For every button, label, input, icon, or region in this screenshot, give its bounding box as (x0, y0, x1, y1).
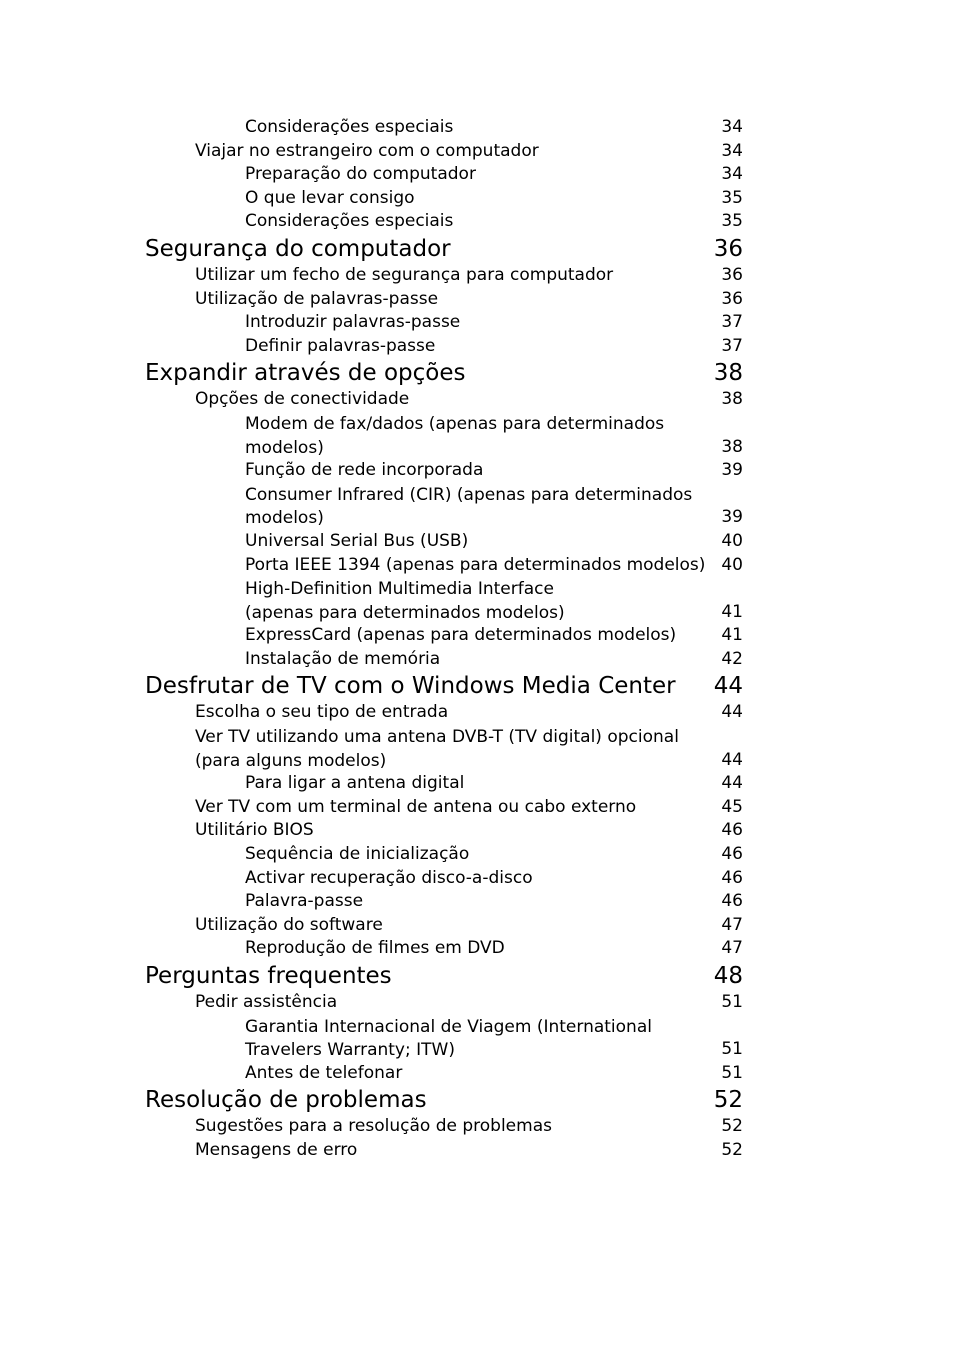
toc-entry[interactable] (0, 483, 954, 530)
toc-page-number: 46 (721, 820, 743, 841)
toc-page-number: 37 (721, 312, 743, 333)
toc-entry[interactable] (0, 1139, 954, 1163)
toc-chapter[interactable] (0, 1085, 954, 1115)
toc-entry[interactable] (0, 412, 954, 459)
toc-entry[interactable] (0, 140, 954, 164)
toc-entry[interactable] (0, 796, 954, 820)
toc-entry-title (245, 868, 533, 888)
toc-entry-title-line: Pedir assistência (195, 992, 338, 1012)
toc-entry-title (245, 531, 468, 551)
toc-entry-title (195, 820, 314, 840)
toc-entry[interactable] (0, 1115, 954, 1139)
toc-entry[interactable] (0, 890, 954, 914)
toc-entry[interactable] (0, 530, 954, 554)
toc-page-number: 35 (721, 211, 743, 232)
toc-page-number: 45 (721, 796, 743, 817)
toc-entry-title (245, 484, 765, 531)
toc-entry-title (195, 915, 383, 935)
toc-entry-title (245, 312, 460, 332)
toc-entry[interactable] (0, 577, 954, 624)
toc-entry-title (245, 164, 476, 184)
toc-page-number: 52 (721, 1116, 743, 1137)
toc-entry-title (195, 389, 409, 409)
toc-entry-title (195, 797, 636, 817)
toc-entry-title (195, 726, 715, 773)
toc-entry[interactable] (0, 116, 954, 140)
toc-entry-title-line: Considerações especiais (245, 211, 454, 232)
toc-entry[interactable] (0, 843, 954, 867)
toc-page-number: 44 (721, 749, 743, 770)
toc-entry-title (245, 555, 705, 575)
toc-entry[interactable] (0, 725, 954, 772)
toc-page-number: 47 (721, 914, 743, 935)
toc-entry-title-line: (para alguns modelos) (195, 750, 387, 771)
toc-entry-title-line: Utilização do software (195, 914, 383, 935)
toc-entry-title-line: Utilitário BIOS (195, 820, 314, 841)
toc-entry[interactable] (0, 772, 954, 796)
toc-entry-title-line: Sequência de inicialização (245, 844, 470, 865)
toc-entry-title (245, 625, 676, 645)
toc-entry-title (245, 578, 765, 625)
toc-chapter[interactable] (0, 358, 954, 388)
toc-page-number: 39 (721, 507, 743, 528)
toc-entry-title-line: Activar recuperação disco-a-disco (245, 867, 533, 888)
toc-entry-title (145, 360, 465, 386)
toc-entry-title-line: Ver TV utilizando uma antena DVB-T (TV digital) opcional (195, 727, 679, 748)
toc-entry-title-line: Universal Serial Bus (USB) (245, 530, 469, 551)
toc-entry-title-line: Consumer Infrared (CIR) (apenas para determinados (245, 484, 693, 505)
toc-entry[interactable] (0, 867, 954, 891)
toc-entry-title (245, 773, 464, 793)
toc-entry-title-line: (apenas para determinados modelos) (245, 602, 565, 623)
toc-page-number: 40 (721, 530, 743, 551)
toc-entry-title (145, 673, 676, 699)
toc-entry[interactable] (0, 1015, 954, 1062)
toc-entry-title (195, 1140, 357, 1160)
toc-entry-title-line: Sugestões para a resolução de problemas (195, 1116, 552, 1137)
toc-page-number: 41 (721, 625, 743, 646)
toc-entry-title (245, 460, 483, 480)
toc-page-number: 39 (721, 460, 743, 481)
table-of-contents (0, 116, 954, 1163)
toc-entry-title-line: Ver TV com um terminal de antena ou cabo externo (195, 796, 637, 817)
toc-page-number: 47 (721, 938, 743, 959)
toc-entry[interactable] (0, 819, 954, 843)
toc-page-number: 34 (721, 140, 743, 161)
toc-page-number: 42 (721, 648, 743, 669)
toc-page-number: 44 (713, 673, 743, 700)
toc-entry[interactable] (0, 1062, 954, 1086)
toc-entry-title-line: Definir palavras-passe (245, 335, 436, 356)
toc-entry-title (245, 211, 453, 231)
toc-entry-title (245, 938, 505, 958)
toc-entry-title (245, 1016, 765, 1063)
toc-entry[interactable] (0, 210, 954, 234)
toc-entry-title-line: Palavra-passe (245, 891, 364, 912)
toc-entry[interactable] (0, 914, 954, 938)
toc-entry-title (245, 891, 363, 911)
toc-entry-title (245, 188, 415, 208)
toc-entry-title-line: modelos) (245, 437, 324, 458)
toc-entry-title-line: ExpressCard (apenas para determinados modelos) (245, 625, 677, 646)
toc-page-number: 41 (721, 601, 743, 622)
toc-page-number: 38 (713, 360, 743, 387)
toc-entry-title-line: Modem de fax/dados (apenas para determinados (245, 413, 665, 434)
toc-page-number: 51 (721, 1039, 743, 1060)
toc-entry-title (245, 844, 469, 864)
toc-entry[interactable] (0, 288, 954, 312)
toc-entry-title (245, 413, 765, 460)
toc-entry-title-line: High-Definition Multimedia Interface (245, 579, 554, 600)
toc-entry-title-line: Desfrutar de TV com o Windows Media Center (145, 673, 676, 700)
toc-entry[interactable] (0, 937, 954, 961)
toc-page-number: 35 (721, 187, 743, 208)
toc-page-number: 36 (721, 264, 743, 285)
toc-entry-title (195, 702, 448, 722)
toc-page-number: 34 (721, 164, 743, 185)
toc-entry-title (195, 992, 337, 1012)
toc-chapter[interactable] (0, 234, 954, 264)
toc-page-number: 34 (721, 117, 743, 137)
toc-entry-title-line: Utilizar um fecho de segurança para computador (195, 264, 614, 285)
toc-entry-title (195, 265, 613, 285)
toc-page-number: 44 (721, 773, 743, 794)
toc-entry-title (245, 336, 435, 356)
toc-entry-title-line: Resolução de problemas (145, 1087, 427, 1114)
toc-entry[interactable] (0, 459, 954, 483)
toc-entry[interactable] (0, 388, 954, 412)
toc-page-number: 44 (721, 702, 743, 723)
toc-entry-title (145, 236, 451, 262)
toc-entry[interactable] (0, 335, 954, 359)
toc-entry-title-line: Função de rede incorporada (245, 460, 484, 481)
toc-entry-title (195, 141, 539, 161)
toc-entry-title-line: Mensagens de erro (195, 1139, 358, 1160)
toc-entry-title (195, 1116, 552, 1136)
toc-entry-title-line: Utilização de palavras-passe (195, 288, 439, 309)
toc-entry-title-line: Escolha o seu tipo de entrada (195, 702, 449, 723)
toc-entry-title-line: Porta IEEE 1394 (apenas para determinados modelos) (245, 554, 706, 575)
toc-page-number: 46 (721, 891, 743, 912)
toc-entry-title-line: Considerações especiais (245, 117, 454, 137)
toc-entry-title-line: Introduzir palavras-passe (245, 312, 461, 333)
toc-chapter[interactable] (0, 961, 954, 991)
toc-entry-title-line: Opções de conectividade (195, 389, 410, 410)
toc-entry[interactable] (0, 648, 954, 672)
toc-page-number: 38 (721, 436, 743, 457)
toc-entry[interactable] (0, 163, 954, 187)
toc-page-number: 48 (713, 963, 743, 989)
toc-entry-title-line: Preparação do computador (245, 164, 476, 185)
toc-entry-title-line: Instalação de memória (245, 648, 441, 669)
toc-entry-title (245, 1063, 402, 1083)
toc-entry-title-line: Garantia Internacional de Viagem (International (245, 1016, 652, 1037)
toc-page-number: 51 (721, 992, 743, 1012)
toc-entry-title (145, 1087, 427, 1113)
toc-entry[interactable] (0, 311, 954, 335)
toc-entry-title-line: Perguntas frequentes (145, 963, 392, 989)
toc-page-number: 36 (721, 288, 743, 309)
toc-entry[interactable] (0, 701, 954, 725)
toc-entry-title-line: Segurança do computador (145, 235, 451, 262)
toc-entry-title (245, 649, 440, 669)
toc-entry[interactable] (0, 187, 954, 211)
toc-entry-title (245, 117, 453, 137)
toc-page-number: 46 (721, 844, 743, 865)
toc-entry-title-line: O que levar consigo (245, 187, 415, 208)
toc-entry[interactable] (0, 991, 954, 1015)
toc-page-number: 52 (713, 1087, 743, 1114)
toc-chapter[interactable] (0, 671, 954, 701)
toc-entry-title-line: Antes de telefonar (245, 1062, 403, 1083)
toc-entry-title-line: Expandir através de opções (145, 360, 466, 387)
toc-page-number: 40 (721, 554, 743, 575)
toc-entry-title-line: Viajar no estrangeiro com o computador (195, 140, 539, 161)
toc-entry-title-line: modelos) (245, 508, 324, 529)
toc-entry[interactable] (0, 624, 954, 648)
toc-page-number: 37 (721, 335, 743, 356)
toc-entry-title (145, 963, 392, 989)
toc-entry-title-line: Para ligar a antena digital (245, 773, 465, 794)
toc-entry[interactable] (0, 264, 954, 288)
toc-page-number: 46 (721, 867, 743, 888)
toc-page-number: 36 (713, 235, 743, 262)
toc-page-number: 51 (721, 1062, 743, 1083)
toc-page-number: 38 (721, 389, 743, 410)
toc-entry[interactable] (0, 554, 954, 578)
toc-page-number: 52 (721, 1139, 743, 1160)
toc-entry-title-line: Travelers Warranty; ITW) (245, 1040, 455, 1061)
toc-entry-title (195, 289, 438, 309)
toc-entry-title-line: Reprodução de filmes em DVD (245, 938, 505, 959)
